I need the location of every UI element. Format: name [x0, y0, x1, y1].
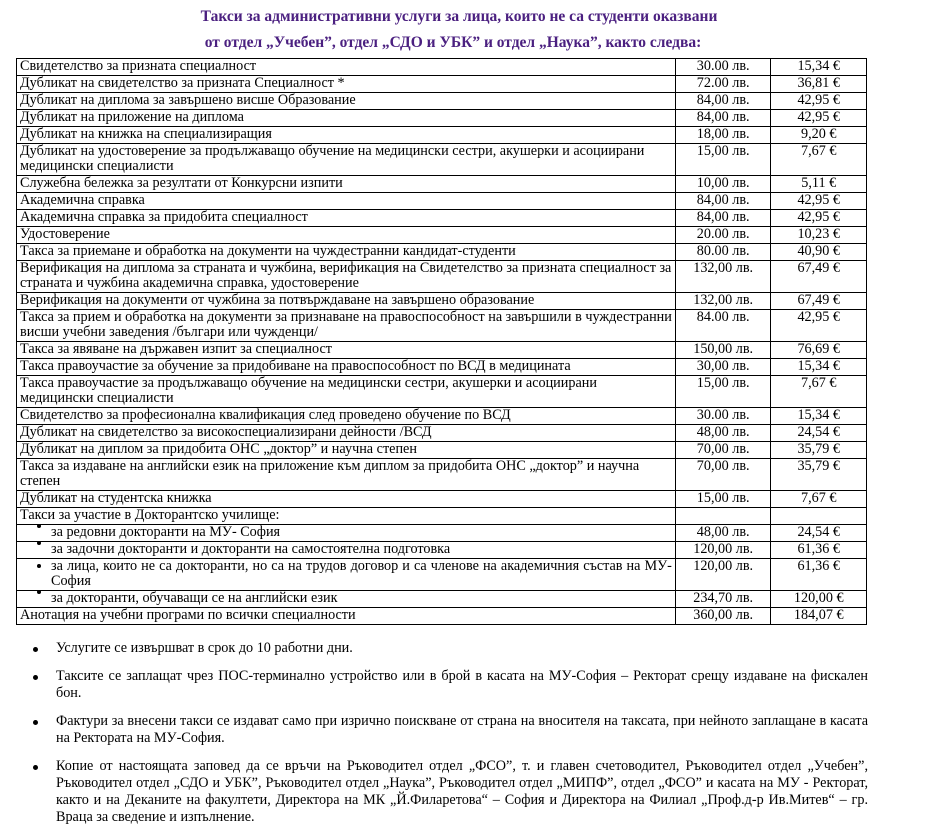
table-row [17, 408, 867, 425]
bullet-icon [37, 541, 41, 545]
table-row [17, 261, 867, 293]
bullet-icon [37, 590, 41, 594]
doctoral-item-name: за редовни докторанти на МУ- София [51, 524, 281, 540]
fee-bgn: 48,00 лв. [675, 425, 771, 442]
fee-eur: 42,95 € [771, 310, 867, 342]
doctoral-row [17, 542, 867, 559]
fee-bgn: 18,00 лв. [675, 127, 771, 144]
fee-eur: 42,95 € [771, 110, 867, 127]
fee-eur: 24,54 € [771, 425, 867, 442]
fee-eur: 35,79 € [771, 442, 867, 459]
table-row [17, 176, 867, 193]
doctoral-row [17, 559, 867, 591]
fee-name: Верификация на диплома за страната и чужбина, верификация на Свидетелство за призната специалност за страната и чужбина академична справка, удостоверение [17, 261, 676, 293]
fee-bgn: 10,00 лв. [675, 176, 771, 193]
fee-name: Свидетелство за професионална квалификация след проведено обучение по ВСД [17, 408, 676, 425]
fee-name: Дубликат на студентска книжка [17, 491, 676, 508]
page-title-line-2: от отдел „Учебен”, отдел „СДО и УБК” и отдел „Наука”, както следва: [204, 34, 702, 51]
fee-eur: 40,90 € [771, 244, 867, 261]
fee-bgn: 84,00 лв. [675, 93, 771, 110]
fee-name: Дубликат на удостоверение за продължаващо обучение на медицински сестри, акушерки и асоциирани медицински специалисти [17, 144, 676, 176]
page-title-line-1: Такси за административни услуги за лица, които не са студенти оказвани [200, 8, 718, 25]
table-row [17, 491, 867, 508]
table-row [17, 59, 867, 76]
fee-name: Дубликат на диплом за придобита ОНС „доктор” и научна степен [17, 442, 676, 459]
table-row [17, 76, 867, 93]
fee-bgn: 84,00 лв. [675, 110, 771, 127]
table-row [17, 127, 867, 144]
fee-bgn: 30.00 лв. [675, 59, 771, 76]
table-row [17, 244, 867, 261]
fee-bgn: 30,00 лв. [675, 359, 771, 376]
table-row [17, 293, 867, 310]
note-item: Копие от настоящата заповед да се връчи на Ръководител отдел „ФСО”, т. и главен счетоводител, Ръководител отдел „Учебен”, Ръководител отдел „СДО и УБК”, Ръководител отдел „Наука”, Ръководител отдел „МИПФ”, отдел „ФСО” и касата на МУ - Ректорат, както и на Деканите на факултети, Директора на МК „Й.Филаретова“ – София и Директора на Филиал „Проф.д-р Ив.Митев“ – гр. Враца за сведение и изпълнение. [30, 758, 868, 826]
fee-name: Такса правоучастие за обучение за придобиване на правоспособност по ВСД в медицината [17, 359, 676, 376]
doctoral-item-name: за докторанти, обучаващи се на английски език [51, 590, 338, 606]
fee-eur: 61,36 € [771, 559, 867, 591]
table-row [17, 442, 867, 459]
fee-bgn: 132,00 лв. [675, 261, 771, 293]
fee-name: Такса за явяване на държавен изпит за специалност [17, 342, 676, 359]
fee-name: Дубликат на приложение на диплома [17, 110, 676, 127]
fee-eur: 15,34 € [771, 59, 867, 76]
fee-bgn: 20.00 лв. [675, 227, 771, 244]
table-row [17, 144, 867, 176]
bullet-icon [33, 765, 38, 770]
fee-bgn: 80.00 лв. [675, 244, 771, 261]
fees-table-body [17, 59, 867, 625]
fee-eur: 67,49 € [771, 261, 867, 293]
fees-table [16, 58, 867, 625]
table-row [17, 342, 867, 359]
fee-eur: 42,95 € [771, 93, 867, 110]
doctoral-heading-row [17, 508, 867, 525]
fee-bgn: 15,00 лв. [675, 144, 771, 176]
fee-name: Такса за издаване на английски език на приложение към диплом за придобита ОНС „доктор” и научна степен [17, 459, 676, 491]
fee-bgn: 132,00 лв. [675, 293, 771, 310]
fee-bgn: 360,00 лв. [675, 608, 771, 625]
table-row [17, 425, 867, 442]
bullet-icon [33, 720, 38, 725]
table-row [17, 93, 867, 110]
fee-bgn: 120,00 лв. [675, 542, 771, 559]
fee-eur: 67,49 € [771, 293, 867, 310]
fee-bgn: 234,70 лв. [675, 591, 771, 608]
fee-eur: 7,67 € [771, 491, 867, 508]
bullet-icon [33, 647, 38, 652]
fee-bgn: 72.00 лв. [675, 76, 771, 93]
fee-eur: 120,00 € [771, 591, 867, 608]
fee-bgn: 70,00 лв. [675, 459, 771, 491]
note-item: Таксите се заплащат чрез ПОС-терминално устройство или в брой в касата на МУ-София – Ректорат срещу издаване на фискален бон. [30, 668, 868, 702]
fee-eur: 15,34 € [771, 408, 867, 425]
fee-name: Анотация на учебни програми по всички специалности [17, 608, 676, 625]
fee-name: Такса за приемане и обработка на документи на чуждестранни кандидат-студенти [17, 244, 676, 261]
fee-name: Свидетелство за призната специалност [17, 59, 676, 76]
fee-name: Академична справка [17, 193, 676, 210]
bullet-icon [37, 524, 41, 528]
table-row [17, 459, 867, 491]
table-row [17, 376, 867, 408]
fee-name: Дубликат на свидетелство за високоспециализирани дейности /ВСД [17, 425, 676, 442]
doctoral-heading: Такси за участие в Докторантско училище: [17, 508, 676, 525]
fee-eur: 10,23 € [771, 227, 867, 244]
table-row [17, 359, 867, 376]
fee-eur: 76,69 € [771, 342, 867, 359]
fee-name: Служебна бележка за резултати от Конкурсни изпити [17, 176, 676, 193]
fee-eur: 36,81 € [771, 76, 867, 93]
fee-bgn: 150,00 лв. [675, 342, 771, 359]
fee-name: Академична справка за придобита специалност [17, 210, 676, 227]
fee-bgn: 84.00 лв. [675, 310, 771, 342]
notes-list [30, 640, 868, 837]
fee-name: Верификация на документи от чужбина за потвърждаване на завършено образование [17, 293, 676, 310]
table-row [17, 193, 867, 210]
fee-eur: 7,67 € [771, 144, 867, 176]
fee-bgn: 15,00 лв. [675, 376, 771, 408]
doctoral-item-name: за лица, които не са докторанти, но са на трудов договор и са членове на академичния състав на МУ- София [51, 558, 672, 589]
fee-eur: 184,07 € [771, 608, 867, 625]
bullet-icon [37, 564, 41, 568]
fee-bgn: 30.00 лв. [675, 408, 771, 425]
fee-eur: 15,34 € [771, 359, 867, 376]
doctoral-item-name: за задочни докторанти и докторанти на самостоятелна подготовка [51, 541, 451, 557]
fee-eur: 5,11 € [771, 176, 867, 193]
fee-eur: 42,95 € [771, 210, 867, 227]
table-row [17, 110, 867, 127]
bullet-icon [33, 675, 38, 680]
table-row [17, 310, 867, 342]
fee-bgn: 48,00 лв. [675, 525, 771, 542]
fee-name: Такса правоучастие за продължаващо обучение на медицински сестри, акушерки и асоциирани медицински специалисти [17, 376, 676, 408]
note-item: Фактури за внесени такси се издават само при изрично поискване от страна на вносителя на таксата, при нейното заплащане в касата на Ректората на МУ-София. [30, 713, 868, 747]
doctoral-row [17, 591, 867, 608]
doctoral-row [17, 525, 867, 542]
fee-bgn: 120,00 лв. [675, 559, 771, 591]
fee-bgn: 15,00 лв. [675, 491, 771, 508]
fee-name: Удостоверение [17, 227, 676, 244]
fee-name: Дубликат на свидетелство за призната Специалност * [17, 76, 676, 93]
fee-eur: 35,79 € [771, 459, 867, 491]
fee-eur: 9,20 € [771, 127, 867, 144]
fee-name: Дубликат на диплома за завършено висше Образование [17, 93, 676, 110]
fee-bgn: 84,00 лв. [675, 193, 771, 210]
table-row [17, 210, 867, 227]
table-row [17, 608, 867, 625]
fee-eur: 61,36 € [771, 542, 867, 559]
fee-eur: 24,54 € [771, 525, 867, 542]
table-row [17, 227, 867, 244]
fee-eur: 7,67 € [771, 376, 867, 408]
fee-name: Такса за прием и обработка на документи за признаване на правоспособност на завършили в чуждестранни висши учебни заведения /българи или чужденци/ [17, 310, 676, 342]
fee-eur: 42,95 € [771, 193, 867, 210]
fee-name: Дубликат на книжка на специализиращия [17, 127, 676, 144]
note-item: Услугите се извършват в срок до 10 работни дни. [30, 640, 868, 657]
fee-bgn: 84,00 лв. [675, 210, 771, 227]
fee-bgn: 70,00 лв. [675, 442, 771, 459]
